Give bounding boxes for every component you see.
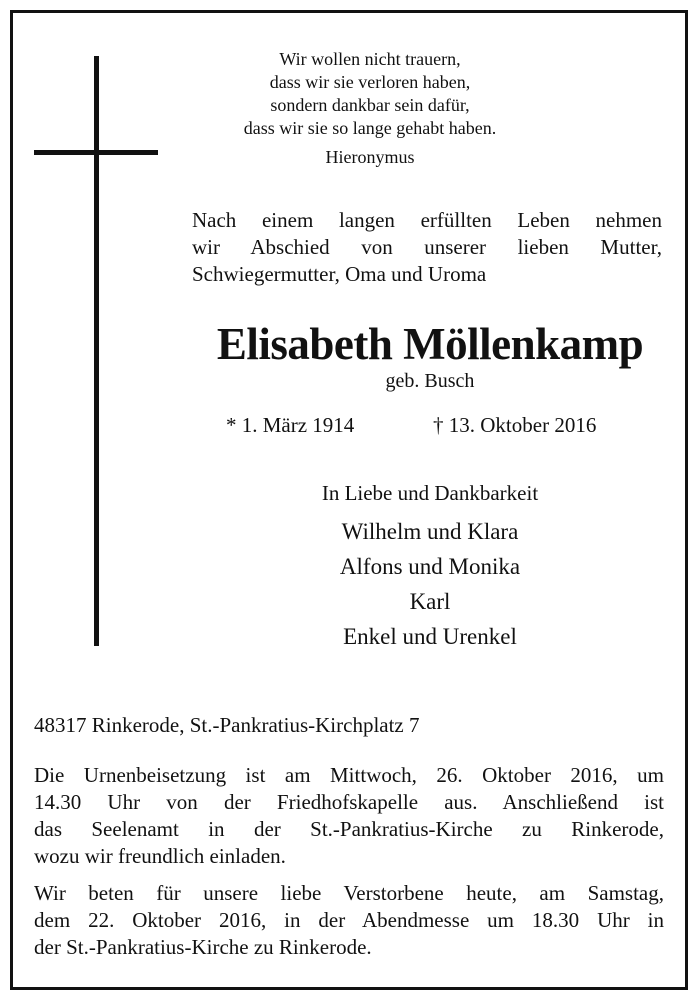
poem-line: dass wir sie so lange gehabt haben. (243, 118, 497, 138)
paragraph-line: dem 22. Oktober 2016, in der Abendmesse um 18.30 Uhr in (34, 908, 664, 932)
funeral-details-paragraph (34, 762, 664, 870)
mourner-name: Karl (409, 589, 451, 614)
poem-line: Wir wollen nicht trauern, (279, 49, 461, 69)
paragraph-line: das Seelenamt in der St.-Pankratius-Kirche zu Rinkerode, (34, 817, 664, 841)
deceased-name: Elisabeth Möllenkamp (216, 319, 644, 369)
mass-details-paragraph (34, 880, 664, 961)
paragraph-line: 14.30 Uhr von der Friedhofskapelle aus. Anschließend ist (34, 790, 664, 814)
poem-line: dass wir sie verloren haben, (269, 72, 471, 92)
maiden-name: geb. Busch (385, 370, 475, 392)
death-date: † 13. Oktober 2016 (433, 413, 597, 437)
paragraph-line: Wir beten für unsere liebe Verstorbene heute, am Samstag, (34, 881, 664, 905)
mourner-name: Enkel und Urenkel (343, 624, 517, 649)
mourner-name: Wilhelm und Klara (341, 519, 519, 544)
intro-line: wir Abschied von unserer lieben Mutter, (192, 235, 662, 259)
cross-icon (94, 56, 99, 646)
poem-author: Hieronymus (325, 147, 415, 167)
farewell-intro (192, 207, 662, 288)
intro-line: Nach einem langen erfüllten Leben nehmen (192, 208, 662, 232)
birth-date: * 1. März 1914 (226, 413, 355, 437)
paragraph-line: Die Urnenbeisetzung ist am Mittwoch, 26. Oktober 2016, um (34, 763, 664, 787)
cross-icon-crossbar (34, 150, 158, 155)
mourner-name: Alfons und Monika (339, 554, 521, 579)
mourners-list (190, 514, 670, 654)
family-address: 48317 Rinkerode, St.-Pankratius-Kirchplatz 7 (34, 713, 420, 737)
poem-line: sondern dankbar sein dafür, (270, 95, 470, 115)
mourners-intro: In Liebe und Dankbarkeit (321, 481, 539, 505)
paragraph-line: der St.-Pankratius-Kirche zu Rinkerode. (34, 935, 372, 959)
paragraph-line: wozu wir freundlich einladen. (34, 844, 286, 868)
intro-line: Schwiegermutter, Oma und Uroma (192, 262, 487, 286)
poem-block (220, 48, 520, 169)
